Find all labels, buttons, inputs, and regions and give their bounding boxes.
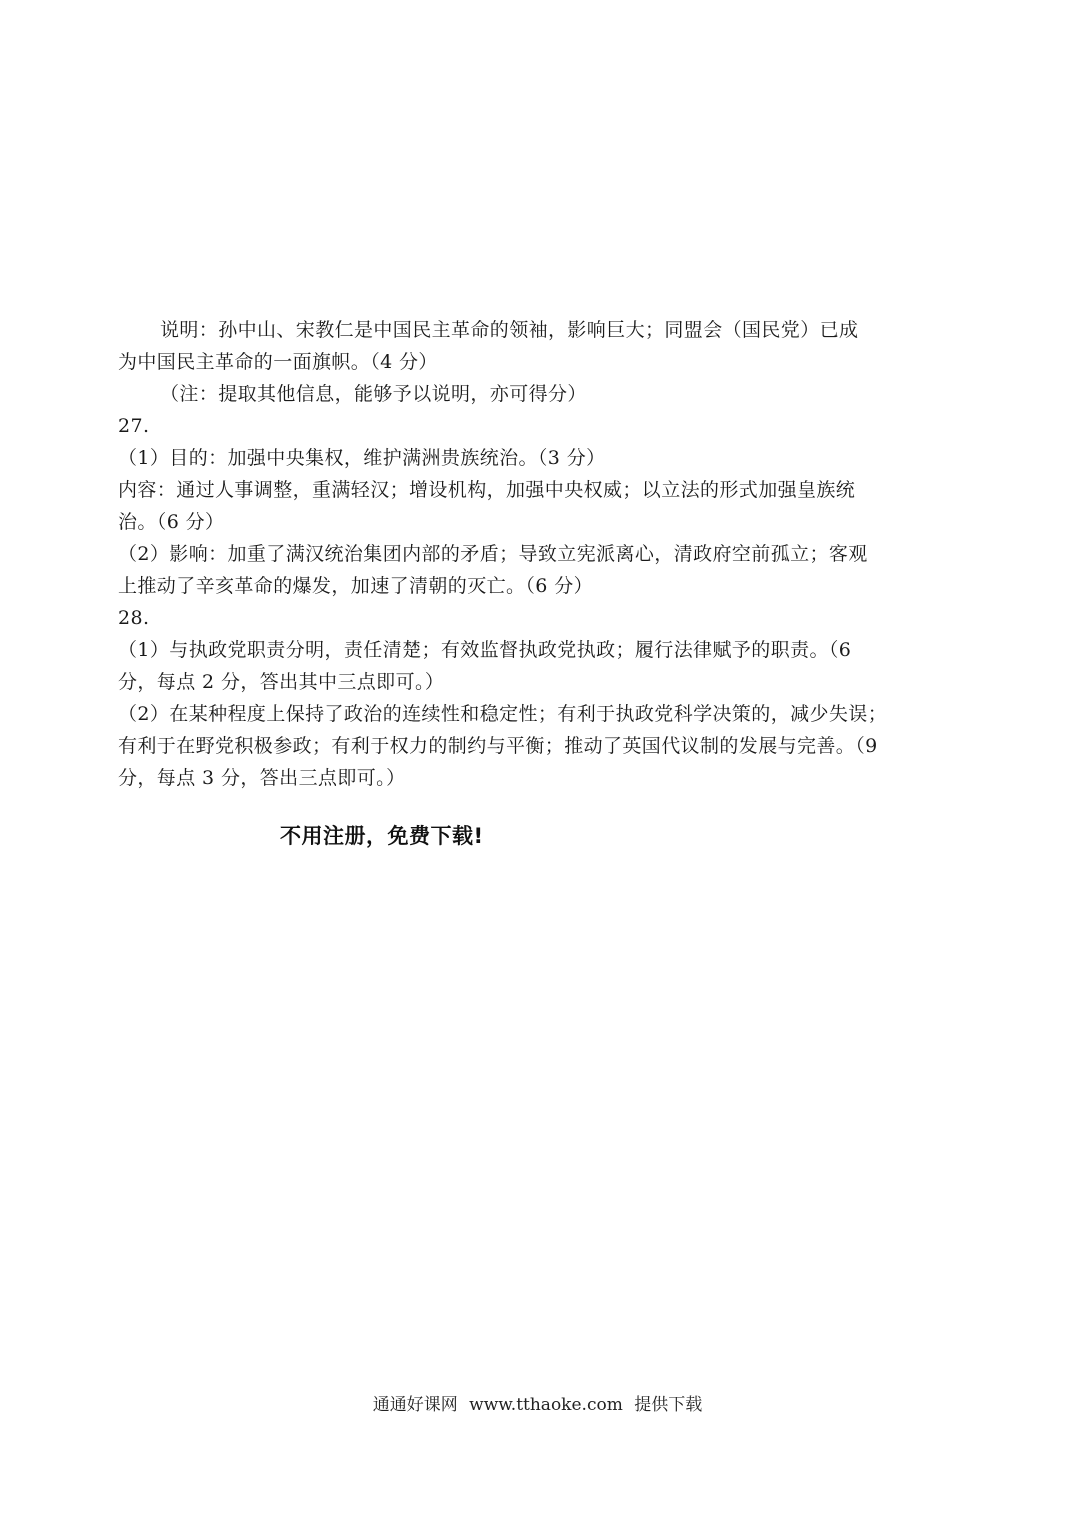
page-footer [0, 1390, 1075, 1415]
footer-url-link[interactable]: www.tthaoke.com [469, 1395, 623, 1415]
answer-key-text [118, 314, 960, 794]
free-download-notice: 不用注册，免费下载! [280, 824, 484, 848]
q27-number: 27. [118, 415, 150, 437]
q27-part-2-line-2: 上推动了辛亥革命的爆发，加速了清朝的灭亡。（6 分） [118, 575, 594, 597]
q26-note: （注：提取其他信息，能够予以说明，亦可得分） [160, 383, 587, 405]
footer-suffix: 提供下载 [634, 1395, 703, 1415]
q28-part-2-line-1: （2）在某种程度上保持了政治的连续性和稳定性；有利于执政党科学决策的，减少失误； [118, 703, 888, 725]
q28-part-2-line-2: 有利于在野党积极参政；有利于权力的制约与平衡；推动了英国代议制的发展与完善。（9 [118, 735, 878, 757]
q28-part-1-line-1: （1）与执政党职责分明，责任清楚；有效监督执政党执政；履行法律赋予的职责。（6 [118, 639, 852, 661]
footer-site-name: 通通好课网 [372, 1395, 458, 1415]
q27-content-line-2: 治。（6 分） [118, 511, 225, 533]
q28-part-2-line-3: 分，每点 3 分，答出三点即可。） [118, 767, 406, 789]
q28-number: 28. [118, 607, 150, 629]
q27-content-line-1: 内容：通过人事调整，重满轻汉；增设机构，加强中央权威；以立法的形式加强皇族统 [118, 479, 856, 501]
q28-part-1-line-2: 分，每点 2 分，答出其中三点即可。） [118, 671, 445, 693]
q26-explanation-line-1: 说明：孙中山、宋教仁是中国民主革命的领袖，影响巨大；同盟会（国民党）已成 [160, 319, 859, 341]
q27-part-1: （1）目的：加强中央集权，维护满洲贵族统治。（3 分） [118, 447, 606, 469]
q27-part-2-line-1: （2）影响：加重了满汉统治集团内部的矛盾；导致立宪派离心，清政府空前孤立；客观 [118, 543, 868, 565]
q26-explanation-line-2: 为中国民主革命的一面旗帜。（4 分） [118, 351, 438, 373]
